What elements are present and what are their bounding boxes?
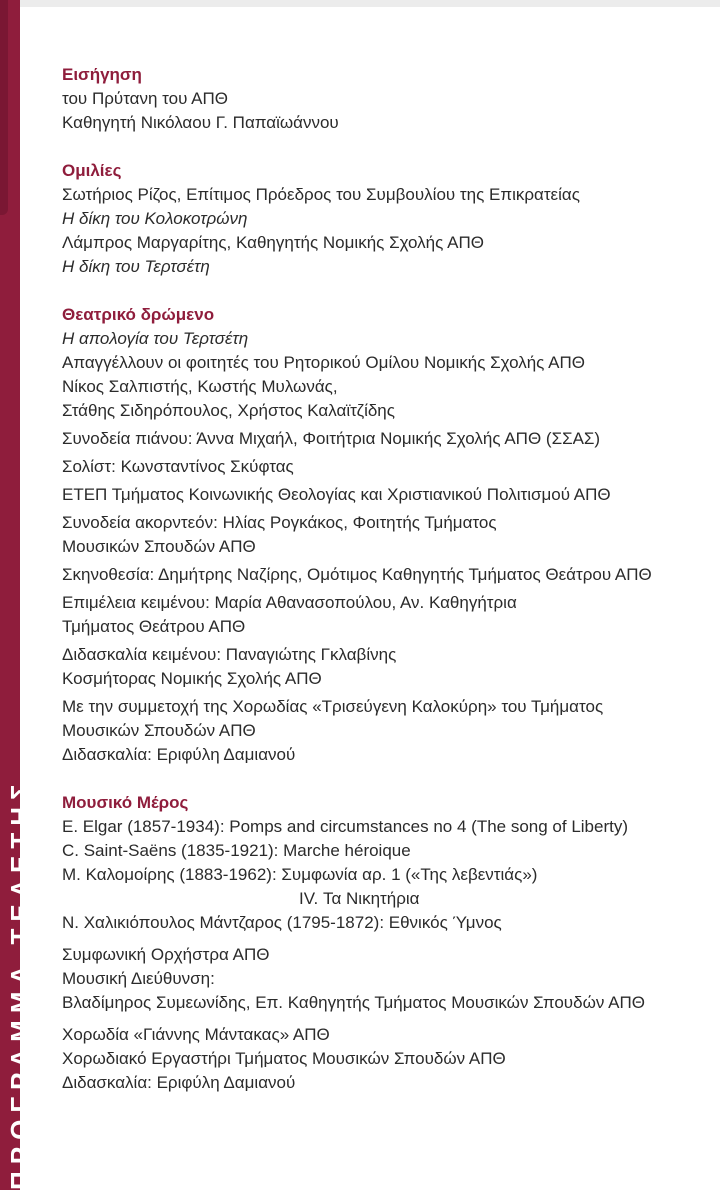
text-line: Συνοδεία πιάνου: Άννα Μιχαήλ, Φοιτήτρια Νομικής Σχολής ΑΠΘ (ΣΣΑΣ) — [62, 429, 601, 448]
top-bar — [0, 0, 720, 7]
text-line: Διδασκαλία: Εριφύλη Δαμιανού — [62, 1073, 296, 1092]
text-line: Βλαδίμηρος Συμεωνίδης, Επ. Καθηγητής Τμήματος Μουσικών Σπουδών ΑΠΘ — [62, 993, 645, 1012]
text-line: Διδασκαλία: Εριφύλη Δαμιανού — [62, 745, 296, 764]
text-line: Διδασκαλία κειμένου: Παναγιώτης Γκλαβίνης — [62, 645, 397, 664]
section-heading: Μουσικό Μέρος — [62, 793, 189, 812]
text-line: Η δίκη του Κολοκοτρώνη — [62, 209, 248, 228]
text-line: του Πρύτανη του ΑΠΘ — [62, 89, 229, 108]
sidebar-title: ΠΡΟΓΡΑΜΜΑ ΤΕΛΕΤΗΣ — [5, 777, 35, 1190]
text-line: Σωτήριος Ρίζος, Επίτιμος Πρόεδρος του Συμβουλίου της Επικρατείας — [62, 185, 580, 204]
text-line: IV. Τα Νικητήρια — [299, 889, 420, 908]
text-line: Μουσικών Σπουδών ΑΠΘ — [62, 721, 256, 740]
text-line: C. Saint-Saëns (1835-1921): Marche héroique — [62, 841, 411, 860]
text-line: Σολίστ: Κωνσταντίνος Σκύφτας — [62, 457, 294, 476]
text-line: Μουσική Διεύθυνση: — [62, 969, 215, 988]
text-line: Καθηγητή Νικόλαου Γ. Παπαϊωάννου — [62, 113, 339, 132]
section-heading: Ομιλίες — [62, 161, 122, 180]
text-line: Συμφωνική Ορχήστρα ΑΠΘ — [62, 945, 270, 964]
section-introduction — [62, 63, 712, 135]
text-line: Σκηνοθεσία: Δημήτρης Ναζίρης, Ομότιμος Καθηγητής Τμήματος Θεάτρου ΑΠΘ — [62, 565, 652, 584]
text-line: Τμήματος Θεάτρου ΑΠΘ — [62, 617, 246, 636]
text-line: Η δίκη του Τερτσέτη — [62, 257, 210, 276]
section-theatre — [62, 303, 712, 767]
text-line: Λάμπρος Μαργαρίτης, Καθηγητής Νομικής Σχολής ΑΠΘ — [62, 233, 484, 252]
program-content — [62, 63, 712, 1095]
text-line: Στάθης Σιδηρόπουλος, Χρήστος Καλαϊτζίδης — [62, 401, 395, 420]
text-line: Απαγγέλλουν οι φοιτητές του Ρητορικού Ομίλου Νομικής Σχολής ΑΠΘ — [62, 353, 585, 372]
text-line: Με την συμμετοχή της Χορωδίας «Τρισεύγενη Καλοκύρη» του Τμήματος — [62, 697, 604, 716]
text-line: Επιμέλεια κειμένου: Μαρία Αθανασοπούλου, Αν. Καθηγήτρια — [62, 593, 517, 612]
text-line: Νίκος Σαλπιστής, Κωστής Μυλωνάς, — [62, 377, 338, 396]
section-music — [62, 791, 712, 1095]
text-line: Κοσμήτορας Νομικής Σχολής ΑΠΘ — [62, 669, 322, 688]
section-heading: Θεατρικό δρώμενο — [62, 305, 215, 324]
text-line: E. Elgar (1857-1934): Pomps and circumstances no 4 (The song of Liberty) — [62, 817, 629, 836]
text-line: Μουσικών Σπουδών ΑΠΘ — [62, 537, 256, 556]
text-line: Μ. Καλομοίρης (1883-1962): Συμφωνία αρ. 1 («Της λεβεντιάς») — [62, 865, 538, 884]
text-line: Χορωδιακό Εργαστήρι Τμήματος Μουσικών Σπουδών ΑΠΘ — [62, 1049, 506, 1068]
section-speeches — [62, 159, 712, 279]
text-line: Η απολογία του Τερτσέτη — [62, 329, 249, 348]
sidebar-tab — [0, 0, 8, 215]
text-line: Ν. Χαλικιόπουλος Μάντζαρος (1795-1872): Εθνικός Ύμνος — [62, 913, 502, 932]
text-line: Συνοδεία ακορντεόν: Ηλίας Ρογκάκος, Φοιτητής Τμήματος — [62, 513, 497, 532]
text-line: Χορωδία «Γιάννης Μάντακας» ΑΠΘ — [62, 1025, 330, 1044]
text-line: ΕΤΕΠ Τμήματος Κοινωνικής Θεολογίας και Χριστιανικού Πολιτισμού ΑΠΘ — [62, 485, 611, 504]
sidebar-band — [0, 0, 35, 1190]
section-heading: Εισήγηση — [62, 65, 142, 84]
